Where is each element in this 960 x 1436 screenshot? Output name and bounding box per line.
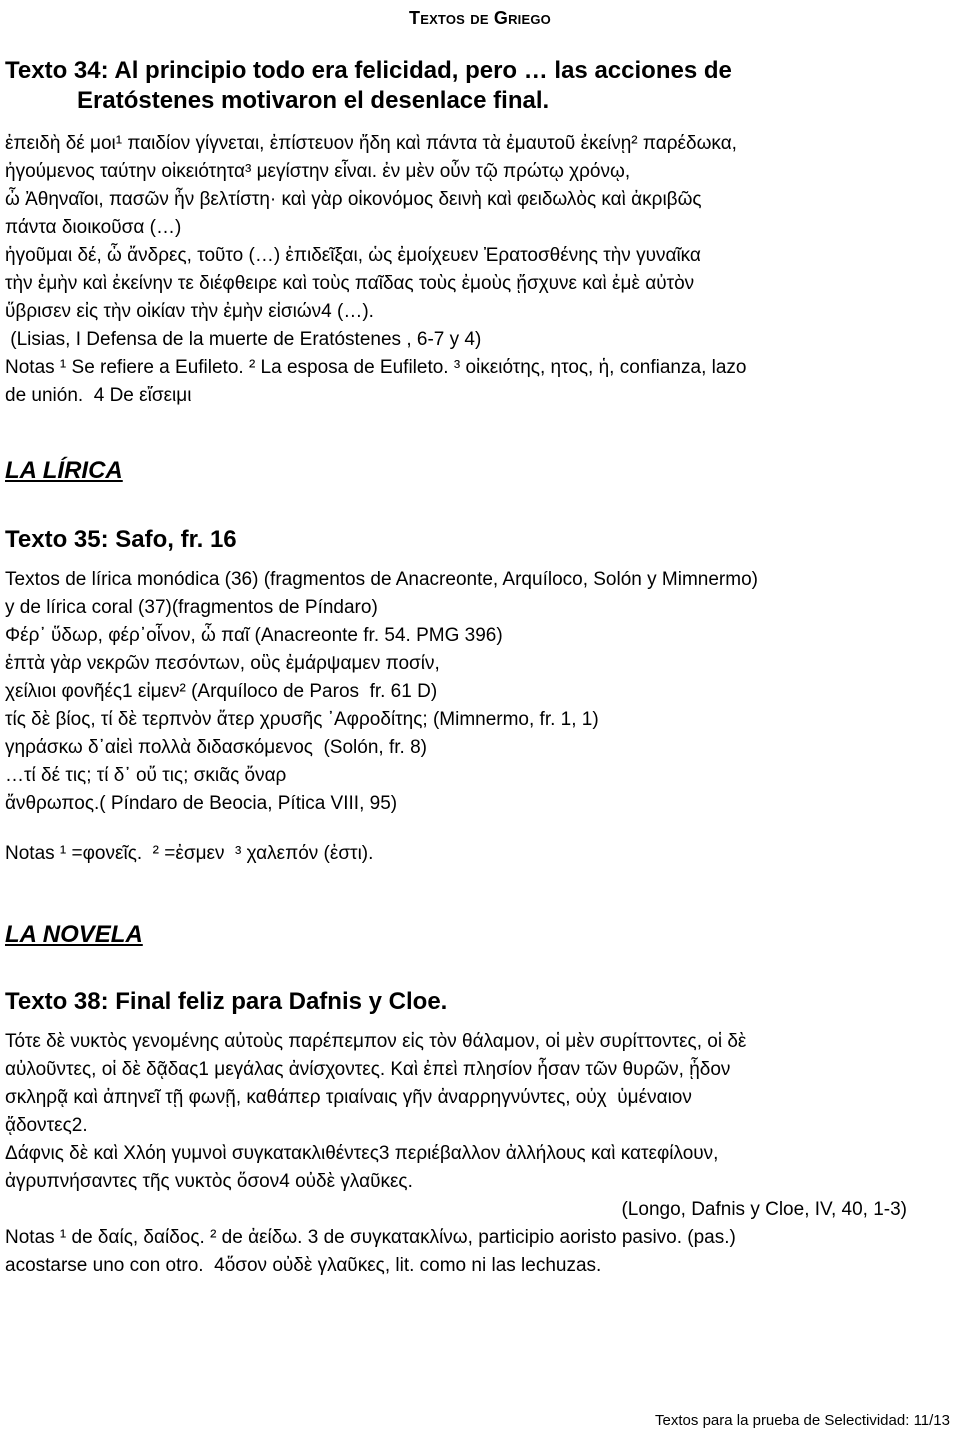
- texto38-notes: Notas ¹ de δαίς, δαίδος. ² de ἀείδω. 3 de συγκατακλίνω, participio aoristo pasivo. (pas.): [5, 1227, 736, 1248]
- texto35-line: …τί δέ τις; τί δ᾽ οὔ τις; σκιᾶς ὄναρ: [5, 765, 287, 786]
- texto35-notes-line: Notas ¹ =φονεῖς. ² =ἐσμεν ³ χαλεπόν (ἐστι).: [5, 843, 374, 864]
- texto35-line: Textos de lírica monódica (36) (fragmentos de Anacreonte, Arquíloco, Solón y Mimnermo): [5, 569, 758, 590]
- section-heading-lirica: LA LÍRICA: [5, 457, 123, 484]
- texto38-line: Δάφνις δὲ καὶ Χλόη γυμνοὶ συγκατακλιθέντες3 περιέβαλλον ἀλλήλους καὶ κατεφίλουν,: [5, 1143, 719, 1164]
- texto35-line: y de lírica coral (37)(fragmentos de Píndaro): [5, 597, 378, 618]
- texto38-title: Texto 38: Final feliz para Dafnis y Cloe.: [5, 988, 448, 1015]
- page-header: Textos de Griego: [409, 8, 551, 28]
- texto34-line: ἐπειδὴ δέ μοι¹ παιδίον γίγνεται, ἐπίστευον ἤδη καὶ πάντα τὰ ἐμαυτοῦ ἐκείνῃ² παρέδωκα,: [5, 133, 737, 154]
- texto38-source: (Longo, Dafnis y Cloe, IV, 40, 1-3): [621, 1199, 907, 1220]
- section-heading-novela: LA NOVELA: [5, 921, 143, 948]
- texto34-line: ἡγοῦμαι δέ, ὦ ἄνδρες, τοῦτο (…) ἐπιδεῖξαι, ὡς ἐμοίχευεν Ἐρατοσθένης τὴν γυναῖκα: [5, 245, 701, 266]
- page-footer: [655, 1412, 950, 1430]
- texto38-line: αὐλοῦντες, οἱ δὲ δᾷδας1 μεγάλας ἀνίσχοντες. Καὶ ἐπεὶ πλησίον ἧσαν τῶν θυρῶν, ᾖδον: [5, 1059, 731, 1080]
- texto34-line: τὴν ἐμὴν καὶ ἐκείνην τε διέφθειρε καὶ τοὺς παῖδας τοὺς ἐμοὺς ᾔσχυνε καὶ ἐμὲ αὐτὸν: [5, 273, 695, 294]
- texto34-line: πάντα διοικοῦσα (…): [5, 217, 182, 238]
- texto34-source: (Lisias, I Defensa de la muerte de Eratóstenes , 6-7 y 4): [5, 329, 482, 350]
- texto35-line: γηράσκω δ᾽αἰεὶ πολλὰ διδασκόμενος (Solón, fr. 8): [5, 737, 427, 758]
- texto35-line: χείλιοι φονῆές1 εἰμεν² (Arquíloco de Paros fr. 61 D): [5, 681, 438, 702]
- texto35-body: [5, 566, 945, 818]
- texto38-body: [5, 1028, 945, 1280]
- texto35-notes: [5, 840, 945, 868]
- texto34-line: ὦ Ἀθηναῖοι, πασῶν ἦν βελτίστη· καὶ γὰρ οἰκονόμος δεινὴ καὶ φειδωλὸς καὶ ἀκριβῶς: [5, 189, 702, 210]
- texto34-body: [5, 130, 945, 410]
- texto35-line: τίς δὲ βίος, τί δὲ τερπνὸν ἄτερ χρυσῆς ᾽Αφροδίτης; (Mimnermo, fr. 1, 1): [5, 709, 599, 730]
- footer-colon: :: [905, 1412, 914, 1429]
- texto35-line: ἄνθρωπος.( Píndaro de Beocia, Pítica VIII, 95): [5, 793, 398, 814]
- texto34-title-line1: Texto 34: Al principio todo era felicidad, pero … las acciones de: [5, 57, 732, 84]
- texto34-title: [5, 56, 950, 116]
- texto34-notes-cont: de unión. 4 De εἴσειμι: [5, 385, 192, 406]
- texto38-notes-cont: acostarse uno con otro. 4ὅσον οὐδὲ γλαῦκες, lit. como ni las lechuzas.: [5, 1255, 602, 1276]
- texto34-notes: Notas ¹ Se refiere a Eufileto. ² La esposa de Eufileto. ³ οἰκειότης, ητος, ἡ, confianza, lazo: [5, 357, 747, 378]
- texto35-line: ἑπτὰ γὰρ νεκρῶν πεσόντων, οὓς ἐμάρψαμεν ποσίν,: [5, 653, 440, 674]
- texto34-line: ὕβρισεν εἰς τὴν οἰκίαν τὴν ἐμὴν εἰσιών4 (…).: [5, 301, 374, 322]
- footer-label: Textos para la prueba de Selectividad: [655, 1412, 906, 1429]
- texto34-title-line2: Eratóstenes motivaron el desenlace final.: [77, 87, 550, 114]
- texto38-line: σκληρᾷ καὶ ἀπηνεῖ τῇ φωνῇ, καθάπερ τριαίναις γῆν ἀναρρηγνύντες, οὐχ ὑμέναιον: [5, 1087, 692, 1108]
- texto35-title: Texto 35: Safo, fr. 16: [5, 526, 237, 553]
- texto35-line: Φέρ᾽ ὕδωρ, φέρ᾽οἶνον, ὦ παῖ (Anacreonte fr. 54. PMG 396): [5, 625, 503, 646]
- texto34-line: ἡγούμενος ταύτην οἰκειότητα³ μεγίστην εἶναι. ἐν μὲν οὖν τῷ πρώτῳ χρόνῳ,: [5, 161, 631, 182]
- footer-page-number: 11/13: [913, 1412, 950, 1429]
- texto38-line: Τότε δὲ νυκτὸς γενομένης αὐτοὺς παρέπεμπον εἰς τὸν θάλαμον, οἱ μὲν συρίττοντες, οἱ δὲ: [5, 1031, 747, 1052]
- texto38-line: ᾄδοντες2.: [5, 1115, 88, 1136]
- texto38-line: ἀγρυπνήσαντες τῆς νυκτὸς ὅσον4 οὐδὲ γλαῦκες.: [5, 1171, 413, 1192]
